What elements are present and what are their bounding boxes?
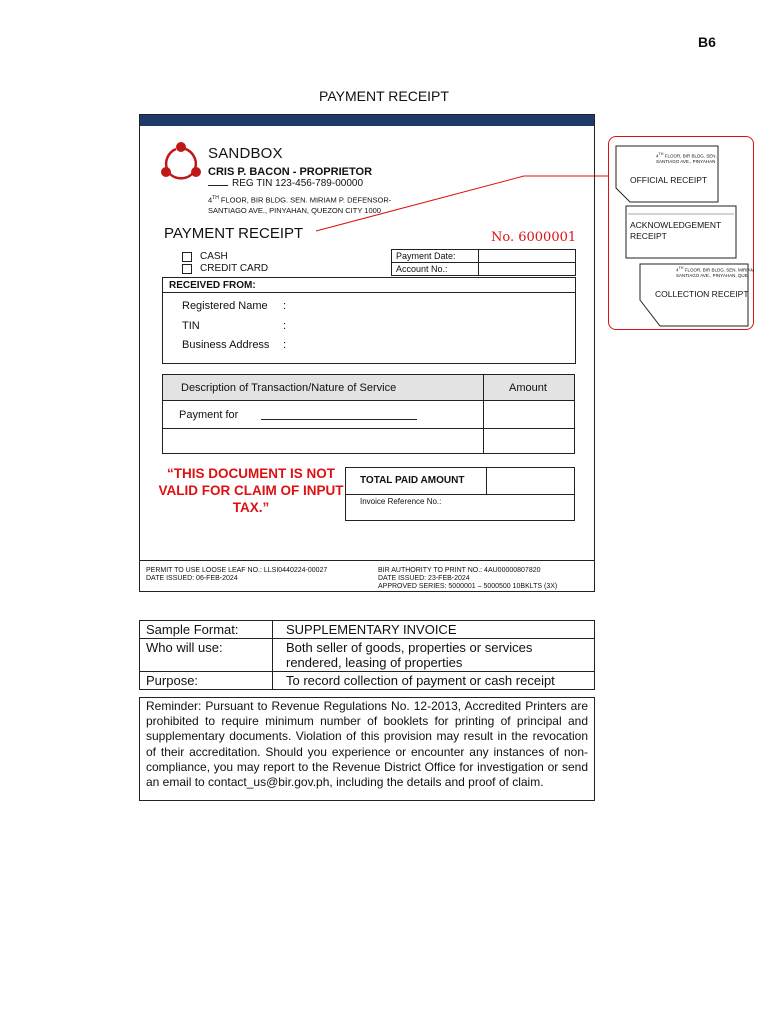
checkbox-icon[interactable] bbox=[182, 264, 192, 274]
page-code: B6 bbox=[698, 34, 716, 50]
payment-for-underline[interactable] bbox=[261, 419, 417, 420]
tin-label: TIN bbox=[182, 320, 200, 332]
date-issued-left: DATE ISSUED: 06-FEB-2024 bbox=[146, 575, 238, 582]
who-will-use-row bbox=[140, 639, 594, 672]
total-paid-vdivider bbox=[486, 468, 487, 494]
authority-to-print: BIR AUTHORITY TO PRINT NO.: 4AU00000807820 bbox=[378, 567, 541, 574]
reg-tin bbox=[208, 178, 363, 189]
total-paid-box bbox=[345, 467, 575, 521]
address-line-2: SANTIAGO AVE., PINYAHAN, QUEZON CITY 1000 bbox=[208, 205, 381, 215]
slip1-address-line2: SANTIAGO AVE., PINYAHAN bbox=[656, 159, 716, 164]
official-receipt-label: OFFICIAL RECEIPT bbox=[630, 175, 708, 185]
account-no-label: Account No.: bbox=[392, 263, 479, 275]
payment-for-label: Payment for bbox=[179, 409, 239, 421]
reminder-box: Reminder: Pursuant to Revenue Regulations No. 12-2013, Accredited Printers are prohibited to require minimum number of booklets for printing of principal and supplementary documents. Violation of this provision may result in the revocation of their accreditation. Should you experience or encounter any instances of non-compliance, you may report to the Revenue District Office for investigation or send an email to contact_us@bir.gov.ph, including the details and proof of claim. bbox=[139, 697, 595, 801]
checkbox-icon[interactable] bbox=[182, 252, 192, 262]
who-will-use-value: Both seller of goods, properties or services rendered, leasing of properties bbox=[286, 640, 533, 670]
payment-info-table bbox=[391, 249, 576, 276]
not-valid-warning: “THIS DOCUMENT IS NOT VALID FOR CLAIM OF INPUT TAX.” bbox=[158, 466, 344, 515]
permit-number: PERMIT TO USE LOOSE LEAF NO.: LLSI0440224-00027 bbox=[146, 567, 328, 574]
proprietor-name: CRIS P. BACON - PROPRIETOR bbox=[208, 166, 373, 178]
registered-name-colon: : bbox=[283, 300, 287, 312]
received-from-heading: RECEIVED FROM: bbox=[163, 278, 575, 293]
date-issued-right: DATE ISSUED: 23-FEB-2024 bbox=[378, 575, 470, 582]
collection-receipt-label: COLLECTION RECEIPT bbox=[655, 289, 749, 299]
transaction-table bbox=[162, 374, 575, 454]
receipt-footer-right bbox=[378, 567, 557, 591]
receipt-footer-left bbox=[146, 567, 327, 583]
purpose-label: Purpose: bbox=[140, 672, 273, 689]
tin-colon: : bbox=[283, 320, 287, 332]
approved-series: APPROVED SERIES: 5000001 – 5000500 10BKLTS (3X) bbox=[378, 583, 558, 590]
sandbox-logo-icon bbox=[158, 141, 204, 183]
business-name: SANDBOX bbox=[208, 145, 283, 162]
registered-name-label: Registered Name bbox=[182, 300, 268, 312]
transaction-table-divider bbox=[483, 375, 484, 453]
business-address-block bbox=[208, 193, 438, 216]
sample-format-row bbox=[140, 621, 594, 639]
received-from-box bbox=[162, 277, 576, 364]
sample-format-value: SUPPLEMENTARY INVOICE bbox=[286, 622, 457, 637]
business-address-label: Business Address bbox=[182, 339, 270, 351]
payment-date-label: Payment Date: bbox=[392, 250, 479, 262]
slip3-address: 4TH FLOOR, BIR BLDG. SEN. MIRIAM SANTIAGO AVE., PINYAHAN, QUE bbox=[676, 266, 755, 278]
total-paid-label: TOTAL PAID AMOUNT bbox=[360, 475, 465, 486]
invoice-reference-label: Invoice Reference No.: bbox=[360, 497, 442, 506]
receipt-footer-divider bbox=[140, 560, 594, 561]
transaction-table-row-divider bbox=[163, 428, 574, 429]
receipt-number: No. 6000001 bbox=[491, 230, 577, 245]
slip1-address: 4TH FLOOR, BIR BLDG. SEN. SANTIAGO AVE., PINYAHAN bbox=[656, 152, 717, 164]
reg-tin-text: REG TIN 123-456-789-00000 bbox=[232, 178, 364, 189]
purpose-value: To record collection of payment or cash receipt bbox=[286, 673, 555, 688]
slip3-address-line2: SANTIAGO AVE., PINYAHAN, QUE bbox=[676, 273, 748, 278]
business-address-colon: : bbox=[283, 339, 287, 351]
amount-header: Amount bbox=[509, 382, 547, 394]
address-line-1: 4TH FLOOR, BIR BLDG. SEN. MIRIAM P. DEFENSOR- bbox=[208, 195, 392, 205]
receipt-heading: PAYMENT RECEIPT bbox=[164, 225, 304, 242]
page-title: PAYMENT RECEIPT bbox=[319, 88, 449, 104]
checkbox-cash[interactable] bbox=[182, 251, 228, 262]
description-header: Description of Transaction/Nature of Service bbox=[181, 382, 397, 394]
payment-date-field[interactable] bbox=[479, 250, 575, 262]
total-paid-divider bbox=[346, 494, 574, 495]
checkbox-credit-card[interactable] bbox=[182, 263, 268, 274]
receipt-header-band bbox=[140, 115, 594, 126]
acknowledgement-receipt-label: ACKNOWLEDGEMENT RECEIPT bbox=[630, 220, 721, 241]
checkbox-cash-label: CASH bbox=[200, 251, 228, 262]
sample-format-label: Sample Format: bbox=[140, 621, 273, 638]
checkbox-credit-label: CREDIT CARD bbox=[200, 263, 269, 274]
who-will-use-label: Who will use: bbox=[140, 639, 273, 671]
payment-receipt-form bbox=[139, 114, 595, 592]
account-no-field[interactable] bbox=[479, 263, 575, 275]
purpose-row bbox=[140, 672, 594, 689]
sample-format-table bbox=[139, 620, 595, 690]
